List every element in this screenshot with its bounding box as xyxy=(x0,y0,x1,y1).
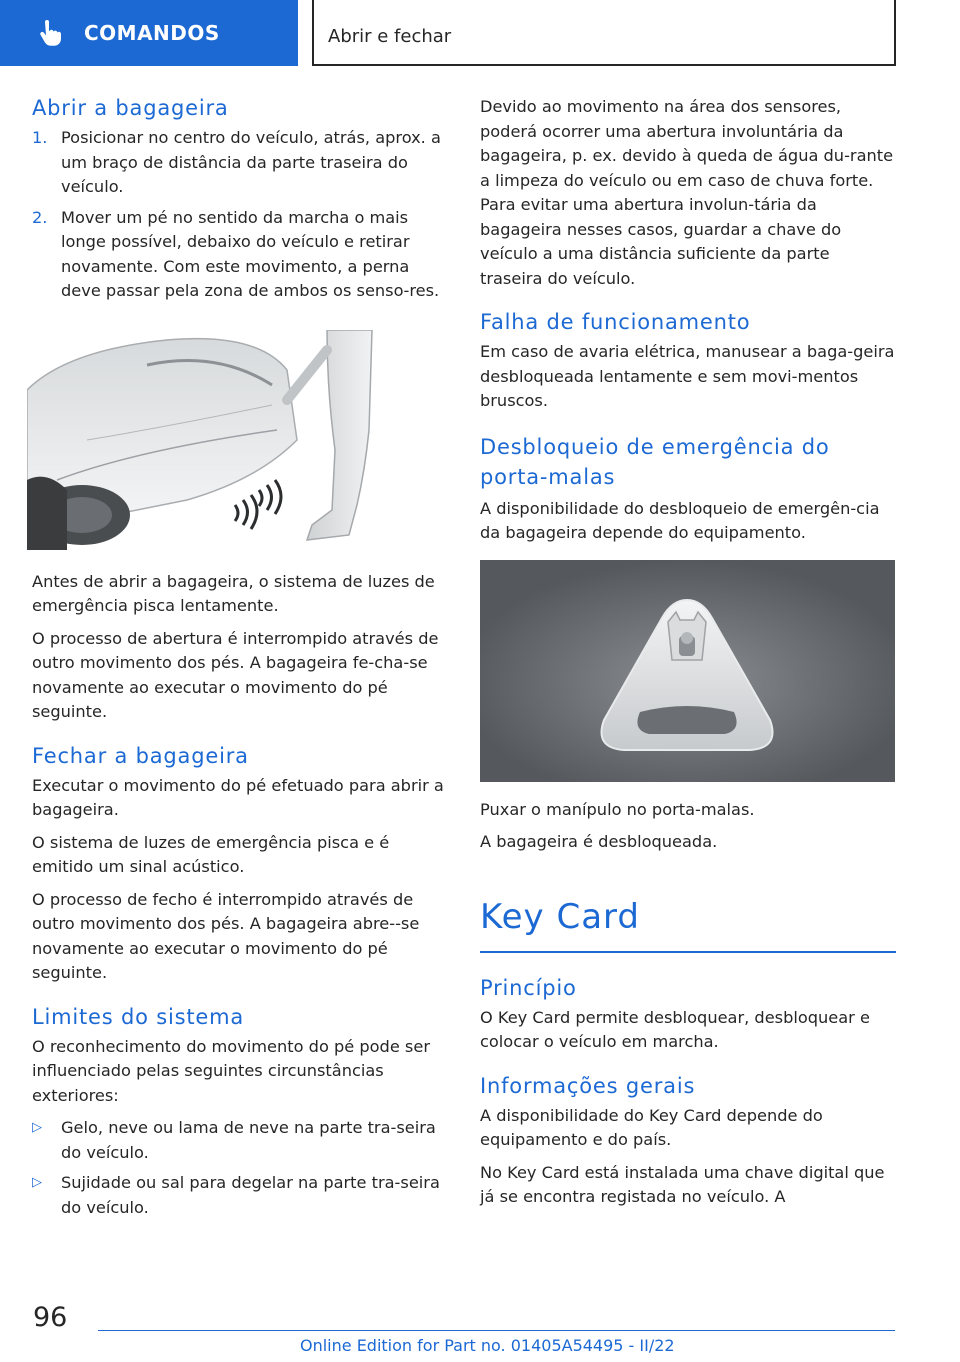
left-column xyxy=(32,95,448,1232)
limits-list xyxy=(32,1116,448,1220)
step-number: 1. xyxy=(32,128,48,147)
paragraph: A disponibilidade do Key Card depende do equipamento e do país. xyxy=(480,1105,823,1149)
subsection-tab xyxy=(312,0,896,66)
heading-close-tailgate: Fechar a bagageira xyxy=(32,743,249,768)
footer-divider xyxy=(98,1330,895,1331)
paragraph: No Key Card está instalada uma chave digital que já se encontra registada no veículo. A xyxy=(480,1162,885,1206)
paragraph: A disponibilidade do desbloqueio de emergên‐cia da bagageira depende do equipamento. xyxy=(480,498,880,542)
paragraph: O processo de abertura é interrompido através de outro movimento dos pés. A bagageira fe‐cha-se novamente ao executar o movimento do pé seguinte. xyxy=(32,628,439,721)
heading-open-tailgate: Abrir a bagageira xyxy=(32,96,229,120)
paragraph: Executar o movimento do pé efetuado para abrir a bagageira. xyxy=(32,775,444,819)
paragraph: Devido ao movimento na área dos sensores, poderá ocorrer uma abertura involuntária da bagageira, p. ex. devido à queda de água du‐rante a limpeza do veículo ou em caso de chuva forte. Para evitar uma abertura involun‐tária da bagageira nesses casos, guardar a chave do veículo a uma distância suficiente da parte traseira do veículo. xyxy=(480,97,894,288)
triangle-handle-image xyxy=(480,560,895,782)
step-number: 2. xyxy=(32,207,48,227)
emergency-handle-photo xyxy=(480,560,895,782)
list-item xyxy=(32,1171,448,1220)
list-item xyxy=(32,206,448,304)
paragraph: O reconhecimento do movimento do pé pode ser influenciado pelas seguintes circunstâncias exteriores: xyxy=(32,1036,430,1105)
paragraph: O Key Card permite desbloquear, desbloquear e colocar o veículo em marcha. xyxy=(480,1007,870,1051)
hand-pointer-icon xyxy=(34,18,64,48)
bullet-text: Sujidade ou sal para degelar na parte tra‐seira do veículo. xyxy=(61,1173,440,1217)
heading-malfunction: Falha de funcionamento xyxy=(480,310,751,334)
paragraph: O sistema de luzes de emergência pisca e é emitido um sinal acústico. xyxy=(32,832,390,876)
heading-emergency-release: Desbloqueio de emergência do porta-malas xyxy=(480,434,830,489)
right-column xyxy=(480,95,896,1218)
list-item xyxy=(32,1116,448,1165)
paragraph: O processo de fecho é interrompido através de outro movimento dos pés. A bagageira abre-‐se novamente ao executar o movimento do pé seguinte. xyxy=(32,889,420,982)
footer-edition: Online Edition for Part no. 01405A54495 - II/22 xyxy=(300,1336,675,1355)
paragraph: Em caso de avaria elétrica, manusear a baga‐geira desbloqueada lentamente e sem movi‐mentos bruscos. xyxy=(480,342,895,410)
bullet-text: Gelo, neve ou lama de neve na parte tra‐seira do veículo. xyxy=(61,1118,436,1162)
step-text: Posicionar no centro do veículo, atrás, aprox. a um braço de distância da parte traseira do veículo. xyxy=(61,128,441,196)
step-text: Mover um pé no sentido da marcha o mais longe possível, debaixo do veículo e retirar novamente. Com este movimento, a perna deve passar pela zona de ambos os senso‐res. xyxy=(61,207,440,300)
triangle-bullet-icon: ▷ xyxy=(32,1120,42,1135)
heading-general-info: Informações gerais xyxy=(480,1073,696,1098)
paragraph: Puxar o manípulo no porta-malas. xyxy=(480,799,755,819)
section-tab xyxy=(0,0,298,66)
list-item xyxy=(32,126,448,200)
paragraph: A bagageira é desbloqueada. xyxy=(480,832,718,851)
subsection-title: Abrir e fechar xyxy=(328,26,452,47)
heading-system-limits: Limites do sistema xyxy=(32,1004,245,1029)
triangle-bullet-icon: ▷ xyxy=(32,1175,42,1190)
page-number: 96 xyxy=(33,1302,68,1333)
foot-gesture-illustration xyxy=(27,330,397,550)
steps-list xyxy=(32,126,448,304)
paragraph: Antes de abrir a bagageira, o sistema de luzes de emergência pisca lentamente. xyxy=(32,571,435,615)
heading-principle: Princípio xyxy=(480,975,577,1000)
section-title: COMANDOS xyxy=(84,21,220,45)
chapter-title-key-card: Key Card xyxy=(480,897,896,953)
